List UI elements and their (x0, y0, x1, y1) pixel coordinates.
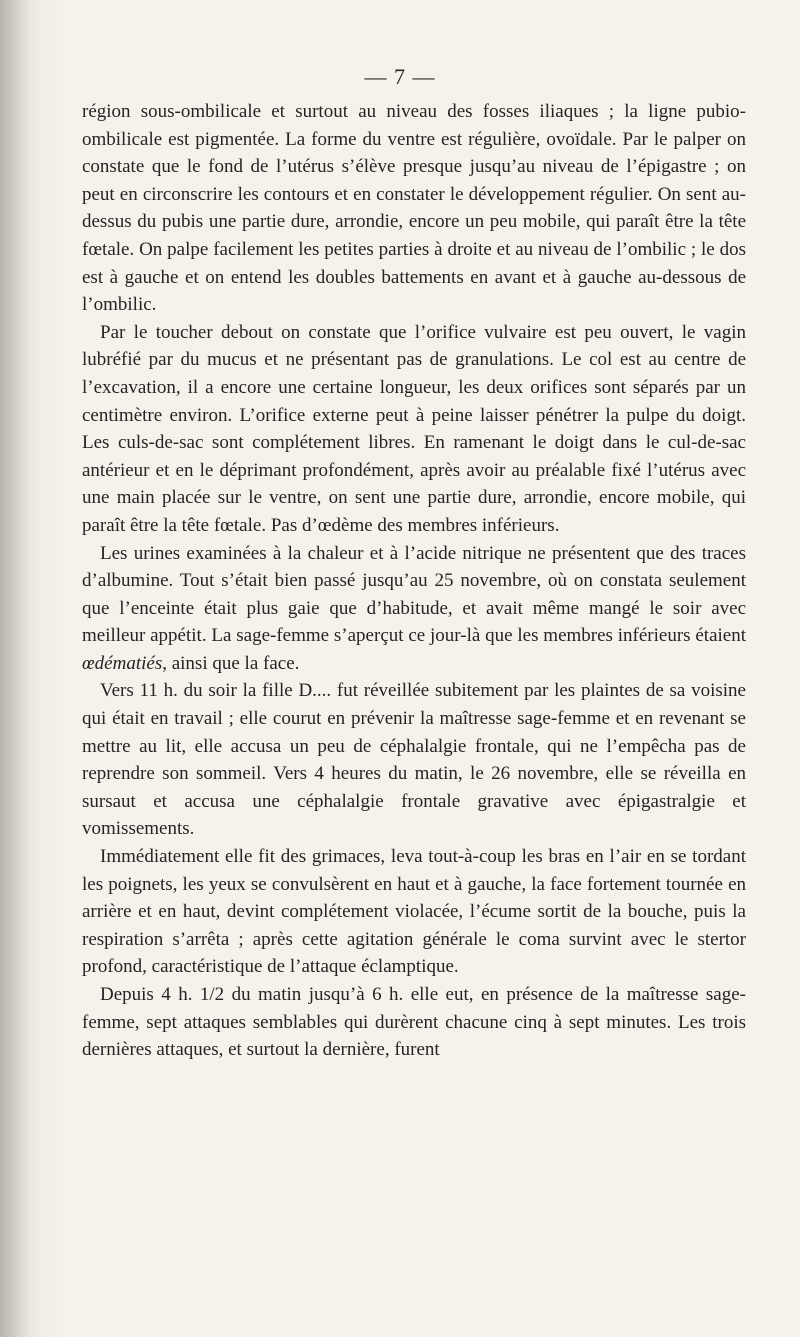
paragraph-6: Depuis 4 h. 1/2 du matin jusqu’à 6 h. elle eut, en présence de la maîtresse sage-femme, sept attaques semblables qui durèrent chacune cinq à sept minutes. Les trois dernières attaques, et surtout la dernière, furent (82, 984, 746, 1061)
paragraph-3-text-before: Les urines examinées à la chaleur et à l’acide nitrique ne présentent que des traces d’albumine. Tout s’était bien passé jusqu’au 25 novembre, où on constata seulement que l’enceinte était plus gaie que d’habitude, et avait même mangé le soir avec meilleur appétit. La sage-femme s’aperçut ce jour-là que les membres inférieurs étaient (82, 542, 746, 647)
paragraph-3-text-after: , ainsi que la face. (162, 652, 300, 674)
paragraph-3-italic-word: œdématiés (82, 652, 163, 674)
paragraph-5: Immédiatement elle fit des grimaces, leva tout-à-coup les bras en l’air en se tordant les poignets, les yeux se convulsèrent en haut et à gauche, la face fortement tournée en arrière et en haut, devint complétement violacée, l’écume sortit de la bouche, puis la respiration s’arrêta ; après cette agitation générale le coma survint avec le stertor profond, caractéristique de l’attaque éclamptique. (82, 846, 746, 978)
paragraph-1: région sous-ombilicale et surtout au niveau des fosses iliaques ; la ligne pubio-ombilicale est pigmentée. La forme du ventre est régulière, ovoïdale. Par le palper on constate que le fond de l’utérus s’élève presque jusqu’au niveau de l’épigastre ; on peut en circonscrire les contours et en constater le développement régulier. On sent au-dessus du pubis une partie dure, arrondie, encore un peu mobile, qui paraît être la tête fœtale. On palpe facilement les petites parties à droite et au niveau de l’ombilic ; le dos est à gauche et on entend les doubles battements en avant et à gauche au-dessous de l’ombilic. (82, 101, 746, 316)
paragraph-3 (82, 540, 746, 678)
page-edge-shadow (0, 0, 30, 1337)
body-text (82, 98, 746, 1064)
page-number: — 7 — (364, 64, 436, 89)
paragraph-4: Vers 11 h. du soir la fille D.... fut réveillée subitement par les plaintes de sa voisine qui était en travail ; elle courut en prévenir la maîtresse sage-femme et en revenant se mettre au lit, elle accusa un peu de céphalalgie frontale, qui ne l’empêcha pas de reprendre son sommeil. Vers 4 heures du matin, le 26 novembre, elle se réveilla en sursaut et accusa une céphalalgie frontale gravative avec épigastralgie et vomissements. (82, 680, 746, 840)
paragraph-2: Par le toucher debout on constate que l’orifice vulvaire est peu ouvert, le vagin lubréfié par du mucus et ne présentant pas de granulations. Le col est au centre de l’excavation, il a encore une certaine longueur, les deux orifices sont séparés par un centimètre environ. L’orifice externe peut à peine laisser pénétrer la pulpe du doigt. Les culs-de-sac sont complétement libres. En ramenant le doigt dans le cul-de-sac antérieur et en le déprimant profondément, après avoir au préalable fixé l’utérus avec une main placée sur le ventre, on sent une partie dure, arrondie, encore mobile, qui paraît être la tête fœtale. Pas d’œdème des membres inférieurs. (82, 321, 746, 536)
